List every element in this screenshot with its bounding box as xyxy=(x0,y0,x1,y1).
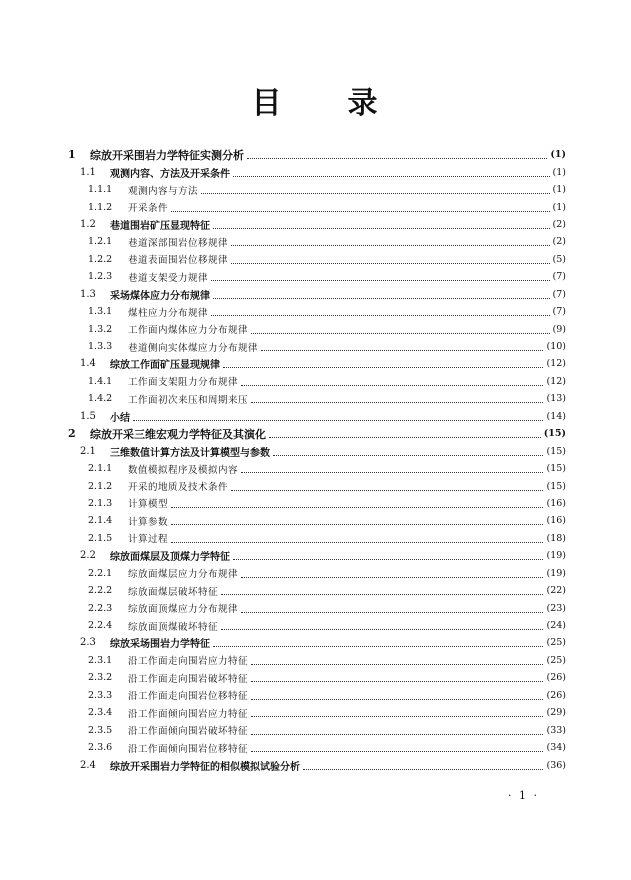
toc-entry xyxy=(66,373,566,390)
toc-entry xyxy=(66,460,566,477)
toc-entry-title: 数值模拟程序及模拟内容 xyxy=(128,464,239,476)
toc-entry-page: (7) xyxy=(552,306,566,318)
toc-entry-title: 沿工作面走向围岩位移特征 xyxy=(128,691,249,703)
toc-leader-dots xyxy=(231,480,543,491)
toc-leader-dots xyxy=(231,253,550,264)
page-title xyxy=(0,78,631,122)
toc-entry-page: (15) xyxy=(546,463,566,475)
toc-entry-page: (2) xyxy=(552,218,566,230)
toc-entry-page: (24) xyxy=(546,620,566,632)
toc-entry-number: 1.2.1 xyxy=(88,236,113,248)
toc-entry xyxy=(66,163,566,180)
toc-leader-dots xyxy=(171,532,543,543)
toc-leader-dots xyxy=(221,584,543,595)
toc-leader-dots xyxy=(251,689,543,700)
toc-entry-number: 2.1.1 xyxy=(88,463,113,475)
toc-entry-number: 1.2.2 xyxy=(88,253,113,265)
toc-entry-title: 观测内容、方法及开采条件 xyxy=(110,168,230,180)
toc-entry xyxy=(66,704,566,721)
toc-entry-title: 综放开采三维宏观力学特征及其演化 xyxy=(90,427,266,441)
toc-entry-number: 1.2.3 xyxy=(88,271,113,283)
toc-entry-title: 综放工作面矿压显现规律 xyxy=(110,360,220,372)
toc-entry-title: 综放采场围岩力学特征 xyxy=(110,639,210,651)
toc-entry-number: 2 xyxy=(68,427,76,441)
toc-leader-dots xyxy=(213,218,550,229)
toc-entry-number: 1.3.2 xyxy=(88,323,113,335)
toc-leader-dots xyxy=(261,340,543,351)
toc-entry-page: (23) xyxy=(546,602,566,614)
toc-entry-title: 沿工作面走向围岩破坏特征 xyxy=(128,673,249,685)
toc-entry xyxy=(66,687,566,704)
toc-entry-page: (12) xyxy=(546,375,566,387)
toc-entry xyxy=(66,233,566,250)
toc-entry-title: 综放面顶煤应力分布规律 xyxy=(128,604,239,616)
toc-entry-number: 1.4.1 xyxy=(88,375,113,387)
toc-entry xyxy=(66,216,566,233)
toc-entry-page: (34) xyxy=(546,742,566,754)
toc-entry-title: 计算参数 xyxy=(128,516,169,528)
toc-entry xyxy=(66,721,566,738)
toc-entry-title: 开采的地质及技术条件 xyxy=(128,482,229,494)
toc-entry xyxy=(66,582,566,599)
toc-entry-title: 小结 xyxy=(110,412,130,424)
toc-entry-page: (10) xyxy=(546,341,566,353)
toc-entry xyxy=(66,408,566,425)
page-number: · 1 · xyxy=(508,789,539,802)
toc-leader-dots xyxy=(133,410,543,421)
toc-entry-number: 2.3.3 xyxy=(88,689,113,701)
toc-entry-number: 2.3 xyxy=(80,637,96,649)
toc-entry xyxy=(66,268,566,285)
toc-entry-title: 巷道围岩矿压显现特征 xyxy=(110,220,210,232)
toc-entry-page: (5) xyxy=(552,253,566,265)
toc-leader-dots xyxy=(233,549,543,560)
toc-entry-number: 2.4 xyxy=(80,759,96,771)
toc-leader-dots xyxy=(231,235,550,246)
toc-entry-page: (15) xyxy=(543,428,566,440)
toc-entry xyxy=(66,181,566,198)
toc-entry-page: (18) xyxy=(546,532,566,544)
toc-entry-number: 2.1.2 xyxy=(88,480,113,492)
toc-entry-number: 1.3 xyxy=(80,288,96,300)
toc-entry xyxy=(66,442,566,459)
toc-leader-dots xyxy=(241,462,543,473)
toc-entry-number: 1.3.3 xyxy=(88,341,113,353)
toc-entry-number: 1.4 xyxy=(80,358,96,370)
toc-entry-number: 2.2.1 xyxy=(88,567,113,579)
toc-entry xyxy=(66,198,566,215)
toc-entry-number: 1.5 xyxy=(80,410,96,422)
toc-entry-title: 工作面支架阻力分布规律 xyxy=(128,377,239,389)
toc-entry-title: 综放开采围岩力学特征的相似模拟试验分析 xyxy=(110,761,300,773)
toc-entry-number: 2.1.3 xyxy=(88,497,113,509)
toc-entry-page: (19) xyxy=(546,567,566,579)
toc-entry xyxy=(66,617,566,634)
toc-entry-page: (25) xyxy=(546,654,566,666)
toc-leader-dots xyxy=(201,183,550,194)
toc-entry-page: (9) xyxy=(552,323,566,335)
toc-entry xyxy=(66,251,566,268)
toc-entry-number: 2.3.4 xyxy=(88,707,113,719)
toc-entry-number: 2.3.2 xyxy=(88,672,113,684)
toc-entry-number: 2.2.3 xyxy=(88,602,113,614)
toc-entry-page: (7) xyxy=(552,271,566,283)
toc-leader-dots xyxy=(247,148,547,159)
toc-entry-number: 1.1 xyxy=(80,166,96,178)
toc-leader-dots xyxy=(251,724,543,735)
toc-leader-dots xyxy=(251,323,550,334)
toc-entry-page: (2) xyxy=(552,236,566,248)
toc-leader-dots xyxy=(273,445,543,456)
toc-leader-dots xyxy=(221,619,543,630)
toc-leader-dots xyxy=(251,392,543,403)
toc-entry-page: (19) xyxy=(546,550,566,562)
toc-entry-number: 2.3.6 xyxy=(88,742,113,754)
title-char-2: 录 xyxy=(347,86,380,121)
toc-entry-number: 2.3.5 xyxy=(88,724,113,736)
toc-entry-number: 2.2 xyxy=(80,550,96,562)
toc-entry-page: (15) xyxy=(546,445,566,457)
toc-entry xyxy=(66,320,566,337)
toc-leader-dots xyxy=(303,759,543,770)
toc-leader-dots xyxy=(171,497,543,508)
table-of-contents xyxy=(66,146,566,774)
toc-leader-dots xyxy=(241,375,543,386)
toc-entry-title: 计算模型 xyxy=(128,499,169,511)
toc-leader-dots xyxy=(251,654,543,665)
toc-entry-title: 综放面煤层破坏特征 xyxy=(128,586,219,598)
toc-entry-title: 巷道深部围岩位移规律 xyxy=(128,237,229,249)
toc-leader-dots xyxy=(233,166,550,177)
toc-entry xyxy=(66,652,566,669)
toc-entry-page: (1) xyxy=(552,166,566,178)
toc-entry-page: (13) xyxy=(546,393,566,405)
toc-entry-page: (26) xyxy=(546,689,566,701)
toc-leader-dots xyxy=(211,305,550,316)
toc-entry-title: 综放面煤层及顶煤力学特征 xyxy=(110,552,230,564)
toc-entry xyxy=(66,739,566,756)
toc-entry xyxy=(66,495,566,512)
toc-entry-title: 综放面煤层应力分布规律 xyxy=(128,569,239,581)
toc-entry xyxy=(66,599,566,616)
toc-leader-dots xyxy=(269,427,541,438)
toc-entry-page: (16) xyxy=(546,497,566,509)
toc-entry xyxy=(66,669,566,686)
toc-entry xyxy=(66,477,566,494)
toc-entry xyxy=(66,338,566,355)
toc-entry-number: 1 xyxy=(68,148,76,162)
toc-leader-dots xyxy=(171,201,550,212)
toc-entry-page: (1) xyxy=(550,149,566,161)
toc-entry-page: (36) xyxy=(546,759,566,771)
toc-entry xyxy=(66,425,566,442)
toc-entry-page: (16) xyxy=(546,515,566,527)
toc-entry-number: 2.1 xyxy=(80,445,96,457)
toc-entry-page: (15) xyxy=(546,480,566,492)
toc-entry-title: 综放开采围岩力学特征实测分析 xyxy=(90,148,244,162)
toc-entry-number: 2.2.2 xyxy=(88,585,113,597)
toc-entry-title: 计算过程 xyxy=(128,534,169,546)
toc-leader-dots xyxy=(251,741,543,752)
toc-leader-dots xyxy=(213,636,543,647)
toc-entry-number: 1.2 xyxy=(80,218,96,230)
toc-leader-dots xyxy=(211,270,550,281)
toc-entry-title: 开采条件 xyxy=(128,203,169,215)
toc-entry-number: 1.4.2 xyxy=(88,393,113,405)
toc-entry-title: 沿工作面倾向围岩破坏特征 xyxy=(128,726,249,738)
title-char-1: 目 xyxy=(251,86,284,121)
toc-entry-title: 巷道支架受力规律 xyxy=(128,272,209,284)
toc-entry-title: 采场煤体应力分布规律 xyxy=(110,290,210,302)
toc-entry-page: (1) xyxy=(552,184,566,196)
toc-leader-dots xyxy=(241,602,543,613)
toc-leader-dots xyxy=(223,357,543,368)
toc-entry-page: (29) xyxy=(546,707,566,719)
toc-entry-number: 2.1.4 xyxy=(88,515,113,527)
toc-entry-page: (12) xyxy=(546,358,566,370)
toc-entry-title: 三维数值计算方法及计算模型与参数 xyxy=(110,447,270,459)
toc-entry-page: (7) xyxy=(552,288,566,300)
toc-entry-page: (14) xyxy=(546,410,566,422)
toc-leader-dots xyxy=(213,288,550,299)
toc-entry xyxy=(66,634,566,651)
toc-entry-number: 2.3.1 xyxy=(88,654,113,666)
toc-entry-page: (26) xyxy=(546,672,566,684)
toc-entry xyxy=(66,390,566,407)
toc-entry-title: 沿工作面倾向围岩位移特征 xyxy=(128,743,249,755)
toc-leader-dots xyxy=(241,567,543,578)
toc-entry-page: (25) xyxy=(546,637,566,649)
toc-entry-page: (22) xyxy=(546,585,566,597)
toc-entry-number: 1.1.2 xyxy=(88,201,113,213)
toc-entry-title: 综放面顶煤破坏特征 xyxy=(128,621,219,633)
toc-entry-title: 沿工作面倾向围岩应力特征 xyxy=(128,708,249,720)
toc-entry-number: 1.3.1 xyxy=(88,306,113,318)
toc-entry xyxy=(66,355,566,372)
toc-entry xyxy=(66,530,566,547)
toc-entry xyxy=(66,756,566,773)
toc-leader-dots xyxy=(251,706,543,717)
toc-entry-number: 2.1.5 xyxy=(88,532,113,544)
toc-entry xyxy=(66,512,566,529)
toc-entry-title: 煤柱应力分布规律 xyxy=(128,307,209,319)
toc-entry-title: 巷道表面围岩位移规律 xyxy=(128,255,229,267)
toc-entry xyxy=(66,303,566,320)
toc-entry-page: (33) xyxy=(546,724,566,736)
toc-entry xyxy=(66,547,566,564)
toc-entry-page: (1) xyxy=(552,201,566,213)
toc-entry-title: 沿工作面走向围岩应力特征 xyxy=(128,656,249,668)
toc-entry xyxy=(66,286,566,303)
toc-entry xyxy=(66,146,566,163)
toc-leader-dots xyxy=(251,671,543,682)
toc-entry-title: 工作面内煤体应力分布规律 xyxy=(128,325,249,337)
toc-entry-title: 工作面初次来压和周期来压 xyxy=(128,394,249,406)
toc-entry-title: 观测内容与方法 xyxy=(128,185,199,197)
toc-entry-number: 1.1.1 xyxy=(88,184,113,196)
toc-leader-dots xyxy=(171,514,543,525)
toc-entry xyxy=(66,565,566,582)
toc-entry-number: 2.2.4 xyxy=(88,620,113,632)
toc-entry-title: 巷道侧向实体煤应力分布规律 xyxy=(128,342,259,354)
